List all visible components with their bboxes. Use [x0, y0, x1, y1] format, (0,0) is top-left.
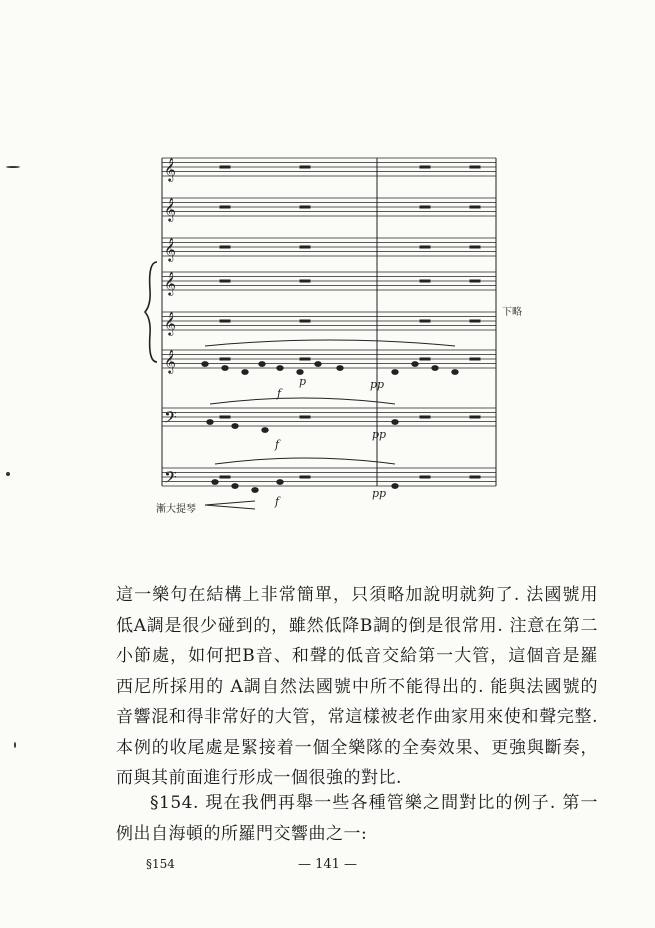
rest — [420, 476, 430, 478]
clef: 𝄞 — [164, 311, 176, 335]
note-head — [392, 370, 398, 375]
rest — [420, 166, 430, 168]
note-head — [277, 480, 283, 485]
rest — [300, 416, 310, 418]
clef: 𝄢 — [164, 407, 177, 431]
note-head — [222, 366, 228, 371]
score-omission-label: 下略 — [502, 307, 522, 318]
slur — [210, 398, 395, 404]
note-head — [259, 362, 265, 367]
rest — [470, 280, 480, 282]
note-head — [412, 362, 418, 367]
clef: 𝄞 — [164, 349, 176, 373]
dynamic-mark: pp — [372, 428, 387, 441]
rest — [220, 206, 230, 208]
note-head — [392, 484, 398, 489]
scan-speck — [14, 742, 16, 748]
horn-brace — [145, 262, 157, 362]
dynamic-mark: p — [299, 375, 307, 388]
rest — [470, 476, 480, 478]
rest — [470, 166, 480, 168]
note-head — [337, 366, 343, 371]
score-dim-label: 漸大提琴 — [156, 504, 196, 515]
note-head — [262, 428, 268, 433]
note-head — [315, 362, 321, 367]
rest — [300, 320, 310, 322]
note-head — [212, 480, 218, 485]
rest — [420, 416, 430, 418]
dynamic-mark: pp — [370, 378, 385, 391]
page-number: — 141 — — [297, 857, 358, 872]
rest — [420, 280, 430, 282]
hairpin — [205, 501, 255, 509]
rest — [300, 280, 310, 282]
slur — [205, 340, 455, 346]
rest — [220, 280, 230, 282]
note-head — [242, 370, 248, 375]
note-head — [392, 420, 398, 425]
rest — [300, 166, 310, 168]
note-head — [232, 484, 238, 489]
clef: 𝄢 — [164, 467, 177, 491]
rest — [470, 320, 480, 322]
scan-speck — [6, 472, 10, 476]
note-head — [452, 370, 458, 375]
rest — [220, 358, 230, 360]
clef: 𝄞 — [164, 271, 176, 295]
footer-section: §154 — [146, 857, 175, 871]
scan-speck — [6, 166, 20, 168]
rest — [470, 246, 480, 248]
rest — [420, 246, 430, 248]
rest — [220, 320, 230, 322]
rest — [220, 416, 230, 418]
paragraph-1: 這一樂句在結構上非常簡單，只須略加說明就夠了. 法國號用低A調是很少碰到的，雖然低降B調的倒是很常用. 注意在第二小節處，如何把B音、和聲的低音交給第一大管，這個音是羅西尼所採用的 A調自然法國號中所不能得出的. 能與法國號的音響混和得非常好的大管，常這樣被老作曲家用來使和聲完整. 本例的收尾處是緊接着一個全樂隊的全奏效果、更強與斷奏，而與其前面進行形成一個很強的對比. — [116, 585, 598, 788]
dynamic-mark: pp — [372, 487, 387, 500]
rest — [300, 246, 310, 248]
clef: 𝄞 — [164, 157, 176, 181]
paragraph-2: §154. 現在我們再舉一些各種管樂之間對比的例子. 第一例出自海頓的所羅門交響曲之一: — [116, 793, 598, 844]
rest — [300, 476, 310, 478]
rest — [220, 476, 230, 478]
dynamic-mark: f — [275, 495, 280, 508]
slur — [215, 458, 395, 464]
clef: 𝄞 — [164, 237, 176, 261]
rest — [300, 358, 310, 360]
rest — [470, 416, 480, 418]
note-head — [232, 424, 238, 429]
rest — [420, 358, 430, 360]
note-head — [252, 488, 258, 493]
note-head — [202, 362, 208, 367]
rest — [300, 206, 310, 208]
rest — [220, 166, 230, 168]
note-head — [297, 370, 303, 375]
dynamic-mark: f — [275, 438, 280, 451]
rest — [220, 246, 230, 248]
note-head — [207, 420, 213, 425]
rest — [470, 206, 480, 208]
dynamic-mark: f — [277, 387, 282, 400]
note-head — [432, 366, 438, 371]
rest — [470, 358, 480, 360]
rest — [420, 320, 430, 322]
rest — [420, 206, 430, 208]
clef: 𝄞 — [164, 197, 176, 221]
note-head — [277, 366, 283, 371]
